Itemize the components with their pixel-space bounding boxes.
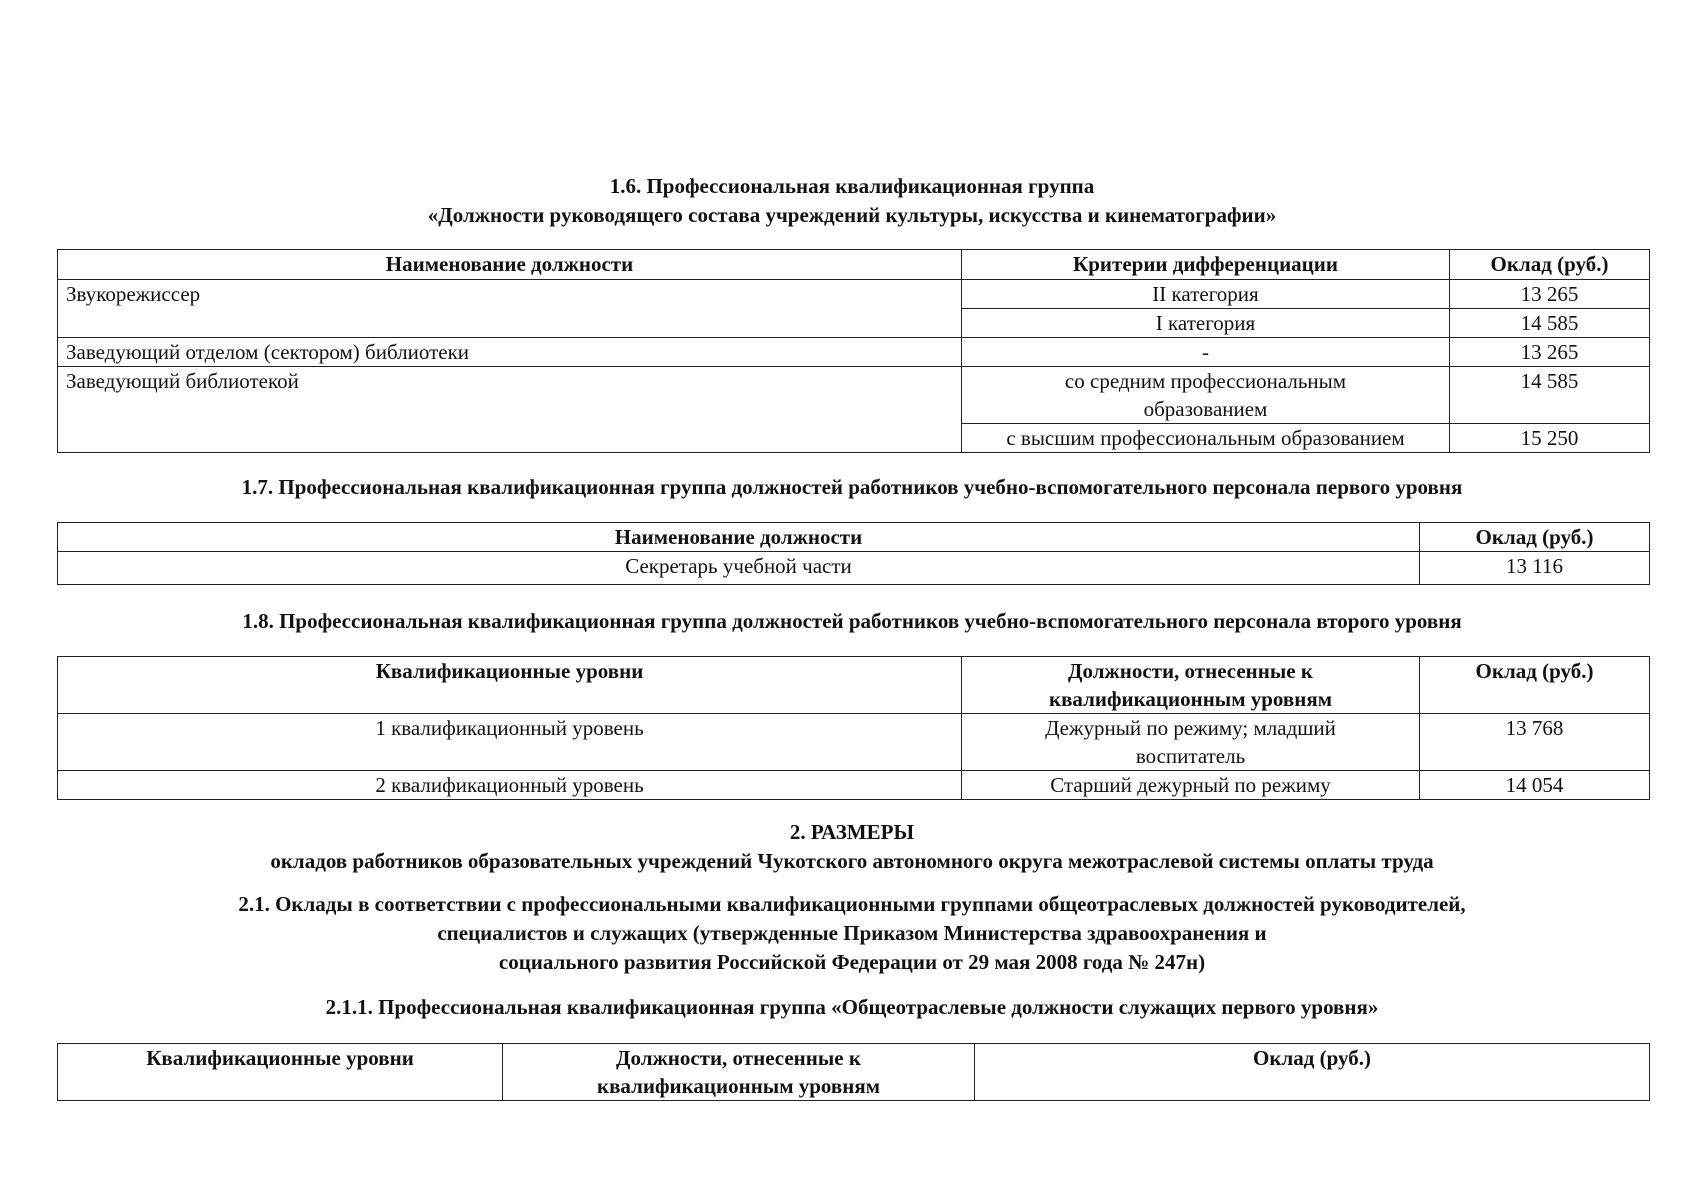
header-criteria: Критерии дифференциации (962, 250, 1450, 280)
table-row (58, 771, 1650, 800)
section-1-6-title-line1: 1.6. Профессиональная квалификационная группа (609, 174, 1095, 198)
section-2-1-title-line3: социального развития Российской Федерации от 29 мая 2008 года № 247н) (498, 950, 1206, 974)
header-salary: Оклад (руб.) (1420, 523, 1650, 552)
header-position-name: Наименование должности (58, 523, 1420, 552)
section-1-7-table (57, 522, 1650, 585)
header-qualification-level: Квалификационные уровни (58, 657, 962, 714)
criteria-cell: со средним профессиональным образованием (962, 367, 1450, 424)
position-name-cell: Заведующий отделом (сектором) библиотеки (58, 338, 962, 367)
section-1-7-title: 1.7. Профессиональная квалификационная группа должностей работников учебно-вспомогательного персонала первого уровня (241, 475, 1463, 499)
salary-cell: 15 250 (1450, 424, 1650, 453)
qualification-level-cell: 1 квалификационный уровень (58, 714, 962, 771)
header-positions: Должности, отнесенные к квалификационным уровням (503, 1044, 975, 1101)
header-qualification-level: Квалификационные уровни (58, 1044, 503, 1101)
criteria-cell: с высшим профессиональным образованием (962, 424, 1450, 453)
table-header-row (58, 523, 1650, 552)
positions-cell: Дежурный по режиму; младший воспитатель (962, 714, 1420, 771)
table-row (58, 338, 1650, 367)
salary-cell: 14 585 (1450, 309, 1650, 338)
section-1-6-title-line2: «Должности руководящего состава учреждений культуры, искусства и кинематографии» (427, 203, 1277, 227)
salary-cell: 13 265 (1450, 280, 1650, 309)
salary-cell: 13 265 (1450, 338, 1650, 367)
criteria-cell: II категория (962, 280, 1450, 309)
section-1-6-table (57, 249, 1650, 453)
header-salary: Оклад (руб.) (1450, 250, 1650, 280)
salary-cell: 14 585 (1450, 367, 1650, 424)
section-2-title (57, 818, 1647, 876)
criteria-cell: I категория (962, 309, 1450, 338)
header-positions: Должности, отнесенные к квалификационным уровням (962, 657, 1420, 714)
position-name-cell: Звукорежиссер (58, 280, 962, 338)
header-salary: Оклад (руб.) (1420, 657, 1650, 714)
section-2-1-1-table (57, 1043, 1650, 1101)
section-2-title-line1: 2. РАЗМЕРЫ (789, 820, 915, 844)
section-2-1-title-line1: 2.1. Оклады в соответствии с профессиональными квалификационными группами общеотраслевых должностей руководителей, (238, 892, 1466, 916)
salary-cell: 13 116 (1420, 552, 1650, 585)
table-header-row (58, 250, 1650, 280)
section-1-6-title (57, 172, 1647, 230)
table-row (58, 714, 1650, 771)
table-header-row (58, 1044, 1650, 1101)
section-2-title-line2: окладов работников образовательных учреждений Чукотского автономного округа межотраслевой системы оплаты труда (270, 849, 1434, 873)
section-1-8-title: 1.8. Профессиональная квалификационная группа должностей работников учебно-вспомогательного персонала второго уровня (242, 609, 1462, 633)
positions-cell: Старший дежурный по режиму (962, 771, 1420, 800)
section-2-1-1-title: 2.1.1. Профессиональная квалификационная группа «Общеотраслевые должности служащих первого уровня» (325, 995, 1379, 1019)
header-position-name: Наименование должности (58, 250, 962, 280)
salary-cell: 14 054 (1420, 771, 1650, 800)
header-salary: Оклад (руб.) (975, 1044, 1650, 1101)
criteria-cell: - (962, 338, 1450, 367)
salary-cell: 13 768 (1420, 714, 1650, 771)
section-1-8-table (57, 656, 1650, 800)
section-2-1-title (57, 890, 1647, 977)
table-row (58, 280, 1650, 309)
table-row (58, 367, 1650, 424)
position-name-cell: Заведующий библиотекой (58, 367, 962, 453)
table-row (58, 552, 1650, 585)
section-2-1-title-line2: специалистов и служащих (утвержденные Приказом Министерства здравоохранения и (437, 921, 1267, 945)
qualification-level-cell: 2 квалификационный уровень (58, 771, 962, 800)
position-name-cell: Секретарь учебной части (58, 552, 1420, 585)
table-header-row (58, 657, 1650, 714)
